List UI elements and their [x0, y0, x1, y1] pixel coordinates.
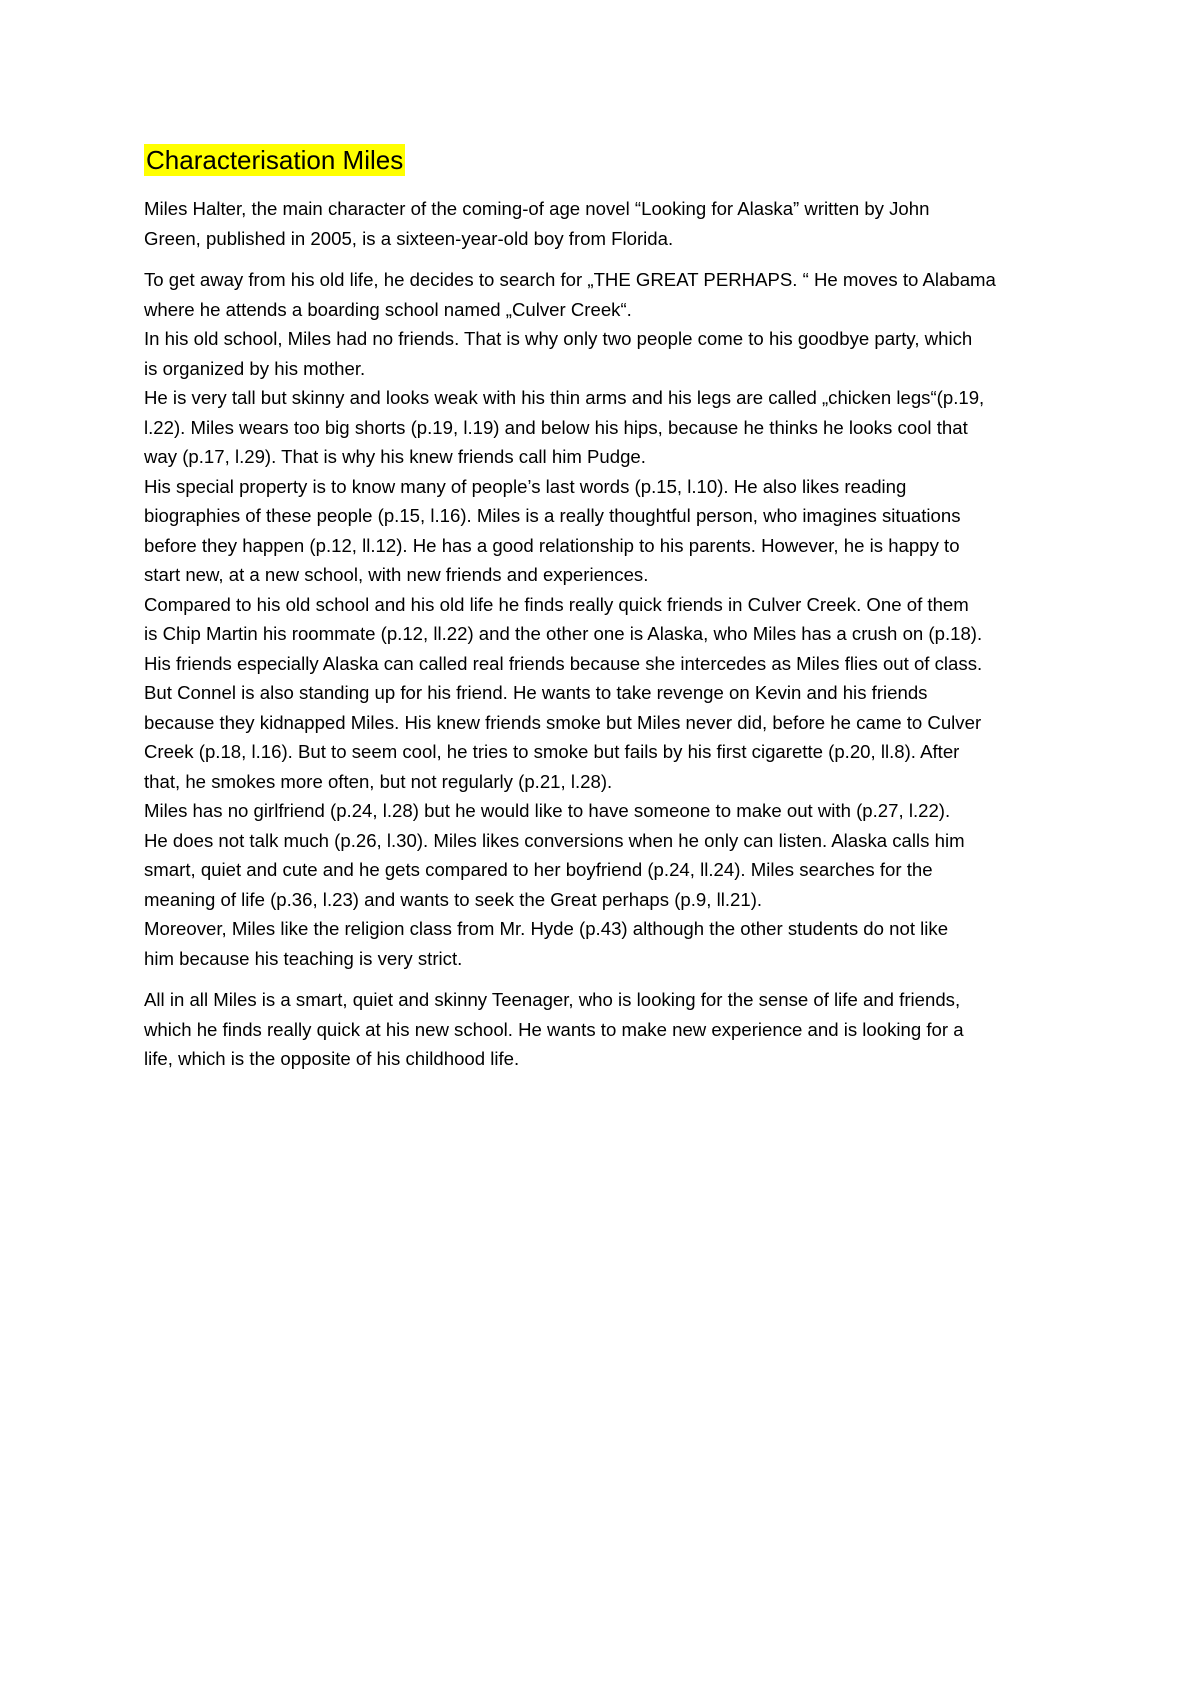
- text-line: where he attends a boarding school named „Culver Creek“.: [144, 298, 632, 320]
- paragraph-list: [144, 194, 1064, 1074]
- text-line: is organized by his mother.: [144, 357, 366, 379]
- text-line: He is very tall but skinny and looks weak with his thin arms and his legs are called „chicken legs“(p.19,: [144, 387, 985, 408]
- text-line: But Connel is also standing up for his friend. He wants to take revenge on Kevin and his friends: [144, 682, 928, 703]
- document-title: Characterisation Miles: [146, 145, 404, 175]
- text-line: before they happen (p.12, ll.12). He has a good relationship to his parents. However, he is happy to: [144, 534, 960, 556]
- text-line: because they kidnapped Miles. His knew friends smoke but Miles never did, before he came to Culver: [144, 711, 982, 733]
- text-line: l.22). Miles wears too big shorts (p.19, l.19) and below his hips, because he thinks he looks cool that: [144, 416, 968, 438]
- text-line: biographies of these people (p.15, l.16). Miles is a really thoughtful person, who imagines situations: [144, 505, 961, 526]
- paragraph: [144, 194, 1064, 253]
- text-line: him because his teaching is very strict.: [144, 947, 463, 969]
- text-line: Moreover, Miles like the religion class from Mr. Hyde (p.43) although the other students do not like: [144, 918, 949, 939]
- text-line: Creek (p.18, l.16). But to seem cool, he tries to smoke but fails by his first cigarette (p.20, ll.8). After: [144, 741, 960, 762]
- text-line: way (p.17, l.29). That is why his knew friends call him Pudge.: [144, 446, 646, 467]
- text-line: meaning of life (p.36, l.23) and wants to seek the Great perhaps (p.9, ll.21).: [144, 888, 763, 910]
- text-line: which he finds really quick at his new school. He wants to make new experience and is looking for a: [144, 1018, 964, 1040]
- paragraph: [144, 265, 1064, 973]
- text-line: that, he smokes more often, but not regularly (p.21, l.28).: [144, 770, 613, 792]
- document-body: [144, 144, 1064, 1086]
- text-line: Miles Halter, the main character of the coming-of age novel “Looking for Alaska” written by John: [144, 198, 930, 219]
- text-line: Green, published in 2005, is a sixteen-year-old boy from Florida.: [144, 227, 674, 249]
- text-line: life, which is the opposite of his childhood life.: [144, 1048, 520, 1069]
- text-line: start new, at a new school, with new friends and experiences.: [144, 564, 649, 585]
- text-line: Miles has no girlfriend (p.24, l.28) but he would like to have someone to make out with (p.27, l.22).: [144, 800, 951, 821]
- text-line: He does not talk much (p.26, l.30). Miles likes conversions when he only can listen. Alaska calls him: [144, 829, 965, 851]
- text-line: To get away from his old life, he decides to search for „THE GREAT PERHAPS. “ He moves to Alabama: [144, 269, 996, 290]
- text-line: Compared to his old school and his old life he finds really quick friends in Culver Creek. One of them: [144, 593, 969, 615]
- text-line: His special property is to know many of people’s last words (p.15, l.10). He also likes reading: [144, 475, 907, 497]
- paragraph: [144, 985, 1064, 1074]
- text-line: In his old school, Miles had no friends. That is why only two people come to his goodbye party, which: [144, 328, 973, 349]
- text-line: smart, quiet and cute and he gets compared to her boyfriend (p.24, ll.24). Miles searches for the: [144, 859, 933, 880]
- text-line: is Chip Martin his roommate (p.12, ll.22) and the other one is Alaska, who Miles has a crush on (p.18).: [144, 623, 983, 644]
- text-line: All in all Miles is a smart, quiet and skinny Teenager, who is looking for the sense of life and friends,: [144, 989, 961, 1010]
- text-line: His friends especially Alaska can called real friends because she intercedes as Miles flies out of class.: [144, 652, 983, 674]
